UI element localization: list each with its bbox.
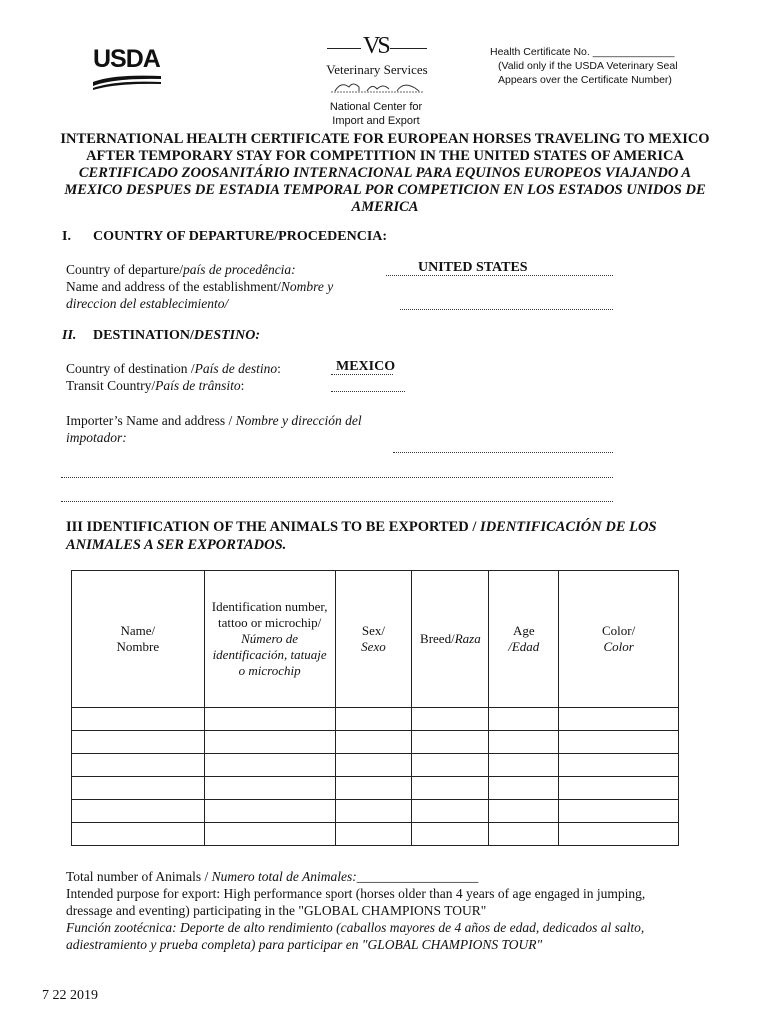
cell-age[interactable] [489, 800, 559, 823]
section-1-number: I. [62, 229, 71, 244]
cell-identification[interactable] [204, 800, 335, 823]
ncie-label [320, 100, 432, 128]
document-title [40, 131, 730, 216]
cell-sex[interactable] [335, 731, 412, 754]
table-row [72, 731, 679, 754]
cell-sex[interactable] [335, 754, 412, 777]
animals-table [71, 570, 679, 846]
title-es-line-1: CERTIFICADO ZOOSANITÁRIO INTERNACIONAL PARA EQUINOS EUROPEOS VIAJANDO A [78, 165, 692, 181]
usda-logo-swoosh-icon [93, 72, 161, 90]
cell-name[interactable] [72, 823, 205, 846]
section-3-heading-en: III IDENTIFICATION OF THE ANIMALS TO BE EXPORTED / [66, 519, 481, 535]
title-es-line-3: AMERICA [351, 199, 419, 215]
vs-logo [322, 33, 432, 108]
certificate-number-label: Health Certificate No. ______________ [490, 46, 675, 58]
cell-color[interactable] [559, 731, 679, 754]
section-3-heading [66, 518, 706, 554]
cell-age[interactable] [489, 708, 559, 731]
column-header-name: Name/ Nombre [72, 571, 205, 708]
transit-label-en: Transit Country/ [66, 378, 156, 393]
cell-identification[interactable] [204, 754, 335, 777]
departure-label [66, 261, 296, 278]
cell-breed[interactable] [412, 800, 489, 823]
cell-sex[interactable] [335, 823, 412, 846]
total-animals-label-en: Total number of Animals / [66, 869, 209, 884]
section-2-heading [93, 328, 260, 344]
cell-breed[interactable] [412, 731, 489, 754]
departure-label-en: Country of departure/ [66, 262, 183, 277]
transit-label-es: País de trânsito [155, 378, 241, 393]
cell-name[interactable] [72, 731, 205, 754]
departure-label-es: país de procedência: [182, 262, 296, 277]
purpose-en-line-1: Intended purpose for export: High performance sport (horses older than 4 years of age engaged in jumping, [66, 886, 646, 901]
cell-name[interactable] [72, 800, 205, 823]
animals-illustration-icon [327, 77, 427, 95]
importer-line-3[interactable] [61, 501, 613, 502]
establishment-label-es-2: direccion del establecimiento/ [66, 296, 229, 311]
cell-color[interactable] [559, 708, 679, 731]
departure-line [386, 275, 613, 276]
section-3-heading-es-1: IDENTIFICACIÓN DE LOS [480, 519, 657, 535]
cell-color[interactable] [559, 777, 679, 800]
table-row [72, 823, 679, 846]
column-header-identification: Identification number, tattoo or microchip/ Número de identificación, tatuaje o microchip [204, 571, 335, 708]
purpose-es-line-1: Función zootécnica: Deporte de alto rendimiento (caballos mayores de 4 años de edad, dedicados al salto, [66, 920, 645, 935]
departure-value[interactable]: UNITED STATES [418, 260, 528, 275]
usda-logo [93, 46, 163, 92]
importer-line-1[interactable] [393, 452, 613, 453]
table-row [72, 800, 679, 823]
cell-sex[interactable] [335, 708, 412, 731]
establishment-label-es-1: Nombre y [280, 279, 334, 294]
purpose-es-line-2: adiestramiento y prueba completa) para participar en "GLOBAL CHAMPIONS TOUR" [66, 937, 543, 952]
section-3-heading-es-2: ANIMALES A SER EXPORTADOS. [66, 537, 287, 553]
establishment-label [66, 278, 366, 312]
cell-breed[interactable] [412, 777, 489, 800]
purpose-en-line-2: dressage and eventing) participating in the "GLOBAL CHAMPIONS TOUR" [66, 903, 487, 918]
cell-age[interactable] [489, 823, 559, 846]
destination-line [331, 374, 393, 375]
destination-label-en: Country of destination / [66, 361, 195, 376]
usda-logo-text: USDA [93, 45, 160, 73]
cell-identification[interactable] [204, 777, 335, 800]
transit-line[interactable] [331, 391, 405, 392]
cell-color[interactable] [559, 754, 679, 777]
importer-label-es-2: impotador: [66, 430, 127, 445]
table-row [72, 754, 679, 777]
importer-label-en: Importer’s Name and address / [66, 413, 236, 428]
cell-identification[interactable] [204, 731, 335, 754]
health-certificate-number-block [490, 45, 720, 87]
ncie-line-2: Import and Export [332, 115, 420, 127]
cell-age[interactable] [489, 754, 559, 777]
cell-breed[interactable] [412, 754, 489, 777]
cell-sex[interactable] [335, 800, 412, 823]
cell-color[interactable] [559, 800, 679, 823]
column-header-color: Color/ Color [559, 571, 679, 708]
title-en-line-1: INTERNATIONAL HEALTH CERTIFICATE FOR EUROPEAN HORSES TRAVELING TO MEXICO [60, 131, 710, 147]
transit-label: Transit Country/País de trânsito: [66, 378, 245, 393]
cell-sex[interactable] [335, 777, 412, 800]
certificate-note-line-1: (Valid only if the USDA Veterinary Seal [498, 60, 678, 72]
total-animals-label-es: Numero total de Animales: [211, 869, 357, 884]
section-2-heading-en: DESTINATION/ [93, 328, 194, 343]
cell-color[interactable] [559, 823, 679, 846]
column-header-breed: Breed/Raza [412, 571, 489, 708]
importer-label-es-1: Nombre y dirección del [235, 413, 362, 428]
table-row [72, 708, 679, 731]
cell-breed[interactable] [412, 823, 489, 846]
purpose-en [66, 885, 686, 953]
importer-line-2[interactable] [61, 477, 613, 478]
cell-name[interactable] [72, 708, 205, 731]
cell-age[interactable] [489, 731, 559, 754]
certificate-note-line-2: Appears over the Certificate Number) [498, 74, 672, 86]
cell-age[interactable] [489, 777, 559, 800]
cell-identification[interactable] [204, 708, 335, 731]
title-en-line-2: AFTER TEMPORARY STAY FOR COMPETITION IN THE UNITED STATES OF AMERICA [86, 148, 684, 164]
cell-identification[interactable] [204, 823, 335, 846]
cell-name[interactable] [72, 754, 205, 777]
total-animals-line [66, 868, 686, 885]
ncie-line-1: National Center for [329, 101, 423, 113]
destination-label-es: País de destino [194, 361, 278, 376]
document-date: 7 22 2019 [42, 988, 98, 1003]
column-header-sex: Sex/ Sexo [335, 571, 412, 708]
vs-logo-mark: VS [363, 33, 388, 59]
importer-label [66, 412, 386, 446]
section-1-heading: COUNTRY OF DEPARTURE/PROCEDENCIA: [93, 229, 388, 244]
section-2-number: II. [62, 328, 77, 343]
destination-value[interactable]: MEXICO [336, 359, 396, 374]
section-2-heading-es: DESTINO: [193, 328, 261, 343]
establishment-line[interactable] [400, 309, 613, 310]
vs-logo-name: Veterinary Services [326, 62, 428, 77]
destination-label: Country of destination /País de destino: [66, 361, 281, 376]
cell-breed[interactable] [412, 708, 489, 731]
table-row [72, 777, 679, 800]
title-es-line-2: MEXICO DESPUES DE ESTADIA TEMPORAL POR COMPETICION EN LOS ESTADOS UNIDOS DE [64, 182, 706, 198]
cell-name[interactable] [72, 777, 205, 800]
column-header-age: Age /Edad [489, 571, 559, 708]
total-animals-field[interactable]: __________________ [356, 869, 479, 884]
table-header-row [72, 571, 679, 708]
establishment-label-en: Name and address of the establishment/ [66, 279, 281, 294]
